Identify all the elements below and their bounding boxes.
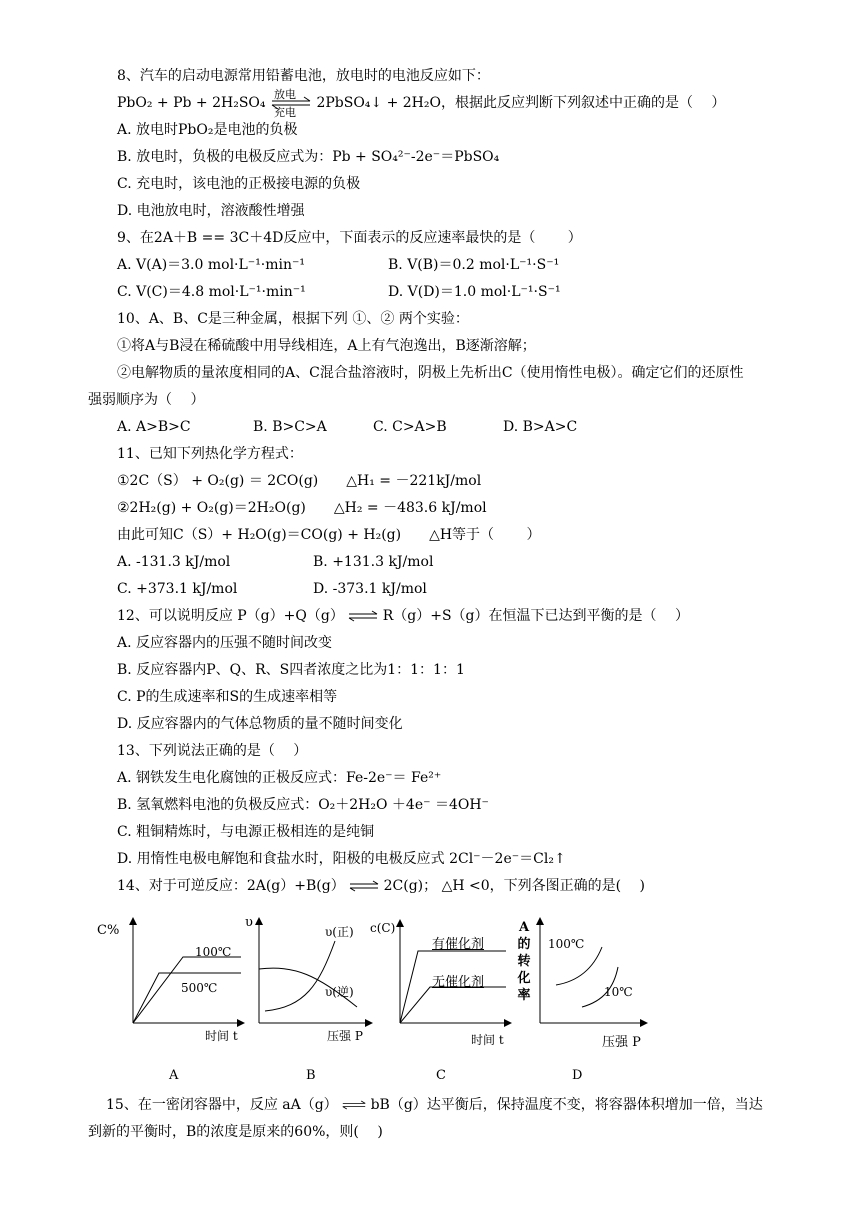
graph-d-xlabel: 压强 P bbox=[602, 1035, 641, 1050]
reversible-arrow-icon bbox=[270, 88, 312, 119]
q14-stem-b: 2C(g)； △H <0，下列各图正确的是( ) bbox=[383, 878, 646, 894]
q11-stem: 11、已知下列热化学方程式： bbox=[117, 446, 303, 462]
q9-stem: 9、在2A＋B == 3C＋4D反应中，下面表示的反应速率最快的是（ ） bbox=[117, 230, 582, 246]
q13-option-a[interactable]: A. 钢铁发生电化腐蚀的正极反应式：Fe-2e⁻＝ Fe²⁺ bbox=[117, 770, 442, 786]
graph-b-curve2: υ(逆) bbox=[325, 985, 354, 999]
q12-stem-a: 12、可以说明反应 P（g）+Q（g） bbox=[117, 608, 344, 624]
q8-arrow-top: 放电 bbox=[273, 88, 296, 101]
graph-b bbox=[245, 915, 375, 1045]
graph-label-d[interactable]: D bbox=[572, 1068, 583, 1083]
q13-stem: 13、下列说法正确的是（ ） bbox=[117, 743, 308, 759]
q12-option-b[interactable]: B. 反应容器内P、Q、R、S四者浓度之比为1：1：1：1 bbox=[117, 662, 465, 678]
reversible-arrow-icon bbox=[342, 1099, 366, 1111]
q13-option-b[interactable]: B. 氢氧燃料电池的负极反应式：O₂＋2H₂O ＋4e⁻ ＝4OH⁻ bbox=[117, 797, 489, 813]
q10-option-d[interactable]: D. B>A>C bbox=[503, 419, 578, 435]
q14-stem bbox=[117, 877, 645, 895]
graph-d-ylabel bbox=[514, 919, 534, 1004]
q12-stem bbox=[117, 607, 689, 625]
q11-option-d[interactable]: D. -373.1 kJ/mol bbox=[313, 581, 427, 597]
q11-option-b[interactable]: B. +131.3 kJ/mol bbox=[313, 554, 434, 570]
q8-option-d[interactable]: D. 电池放电时，溶液酸性增强 bbox=[117, 203, 305, 219]
graph-d-ylabel-char: 转 bbox=[517, 954, 531, 969]
q12-option-c[interactable]: C. P的生成速率和S的生成速率相等 bbox=[117, 689, 338, 705]
q8-eq-left: PbO₂ + Pb + 2H₂SO₄ bbox=[117, 95, 266, 111]
q11-option-a[interactable]: A. -131.3 kJ/mol bbox=[117, 554, 231, 570]
q10-line3: 强弱顺序为（ ） bbox=[88, 392, 205, 408]
q15-stem-b: bB（g）达平衡后，保持温度不变，将容器体积增加一倍，当达 bbox=[370, 1097, 763, 1113]
q8-stem: 8、汽车的启动电源常用铅蓄电池，放电时的电池反应如下： bbox=[117, 68, 490, 84]
graph-d bbox=[510, 915, 650, 1050]
q12-option-d[interactable]: D. 反应容器内的气体总物质的量不随时间变化 bbox=[117, 716, 403, 732]
q9-option-b[interactable]: B. V(B)＝0.2 mol·L⁻¹·S⁻¹ bbox=[388, 257, 560, 273]
q8-option-b[interactable]: B. 放电时，负极的电极反应式为：Pb + SO₄²⁻-2e⁻＝PbSO₄ bbox=[117, 149, 500, 165]
q10-option-a[interactable]: A. A>B>C bbox=[117, 419, 191, 435]
graph-label-a[interactable]: A bbox=[169, 1068, 179, 1083]
graph-d-ylabel-char: 率 bbox=[517, 988, 531, 1003]
graph-label-c[interactable]: C bbox=[436, 1068, 446, 1083]
q10-line2: ②电解物质的量浓度相同的A、C混合盐溶液时，阴极上先析出C（使用惰性电极）。确定它们的还原性 bbox=[117, 365, 744, 381]
graph-b-xlabel: 压强 P bbox=[327, 1029, 363, 1043]
q8-equation bbox=[117, 88, 726, 119]
q10-option-b[interactable]: B. B>C>A bbox=[253, 419, 327, 435]
graph-a-curve2: 500℃ bbox=[181, 981, 218, 995]
graph-a bbox=[95, 915, 245, 1045]
graph-d-ylabel-char: A bbox=[518, 920, 530, 935]
q13-option-d[interactable]: D. 用惰性电极电解饱和食盐水时，阳极的电极反应式 2Cl⁻－2e⁻＝Cl₂↑ bbox=[117, 851, 566, 867]
q11-eq2: ②2H₂(g) + O₂(g)＝2H₂O(g) △H₂ = －483.6 kJ/mol bbox=[117, 500, 487, 516]
q8-arrow-bottom: 充电 bbox=[273, 106, 296, 119]
q15-line2: 到新的平衡时，B的浓度是原来的60%，则( ) bbox=[88, 1124, 383, 1140]
graph-b-curve1: υ(正) bbox=[325, 925, 354, 939]
graph-d-curve1: 100℃ bbox=[548, 937, 585, 951]
q12-option-a[interactable]: A. 反应容器内的压强不随时间改变 bbox=[117, 635, 333, 651]
q8-option-a[interactable]: A. 放电时PbO₂是电池的负极 bbox=[117, 122, 298, 138]
q9-option-a[interactable]: A. V(A)＝3.0 mol·L⁻¹·min⁻¹ bbox=[117, 257, 306, 273]
q10-option-c[interactable]: C. C>A>B bbox=[373, 419, 447, 435]
graph-c-curve1: 有催化剂 bbox=[432, 937, 485, 952]
graph-c bbox=[368, 915, 513, 1050]
q11-option-c[interactable]: C. +373.1 kJ/mol bbox=[117, 581, 238, 597]
graph-c-curve2: 无催化剂 bbox=[432, 975, 485, 990]
q9-option-c[interactable]: C. V(C)＝4.8 mol·L⁻¹·min⁻¹ bbox=[117, 284, 306, 300]
graph-b-ylabel: υ bbox=[245, 915, 253, 930]
q8-eq-right: 2PbSO₄↓ + 2H₂O，根据此反应判断下列叙述中正确的是（ ） bbox=[316, 95, 726, 111]
q15-stem bbox=[106, 1096, 763, 1114]
graph-d-curve2: 10℃ bbox=[604, 985, 633, 999]
graph-c-ylabel: c(C) bbox=[370, 921, 396, 935]
q11-line: 由此可知C（S）+ H₂O(g)＝CO(g) + H₂(g) △H等于（ ） bbox=[117, 527, 541, 543]
graph-label-b[interactable]: B bbox=[306, 1068, 316, 1083]
q10-stem: 10、A、B、C是三种金属，根据下列 ①、② 两个实验： bbox=[117, 311, 469, 327]
reversible-arrow-icon bbox=[349, 880, 379, 892]
graph-a-xlabel: 时间 t bbox=[205, 1029, 238, 1043]
graph-c-xlabel: 时间 t bbox=[471, 1033, 504, 1047]
graph-d-ylabel-char: 化 bbox=[517, 971, 531, 986]
q8-option-c[interactable]: C. 充电时，该电池的正极接电源的负极 bbox=[117, 176, 361, 192]
graph-a-ylabel: C% bbox=[97, 923, 120, 938]
graph-d-ylabel-char: 的 bbox=[517, 937, 531, 952]
graph-a-curve1: 100℃ bbox=[195, 945, 232, 959]
q11-eq1: ①2C（S） + O₂(g) ＝ 2CO(g) △H₁ = －221kJ/mol bbox=[117, 473, 482, 489]
q10-line1: ①将A与B浸在稀硫酸中用导线相连，A上有气泡逸出，B逐渐溶解； bbox=[117, 338, 536, 354]
q13-option-c[interactable]: C. 粗铜精炼时，与电源正极相连的是纯铜 bbox=[117, 824, 375, 840]
q15-stem-a: 15、在一密闭容器中，反应 aA（g） bbox=[106, 1097, 338, 1113]
q12-stem-b: R（g）+S（g）在恒温下已达到平衡的是（ ） bbox=[382, 608, 689, 624]
q9-option-d[interactable]: D. V(D)＝1.0 mol·L⁻¹·S⁻¹ bbox=[388, 284, 561, 300]
q14-stem-a: 14、对于可逆反应：2A(g）+B(g） bbox=[117, 878, 345, 894]
reversible-arrow-icon bbox=[348, 610, 378, 622]
